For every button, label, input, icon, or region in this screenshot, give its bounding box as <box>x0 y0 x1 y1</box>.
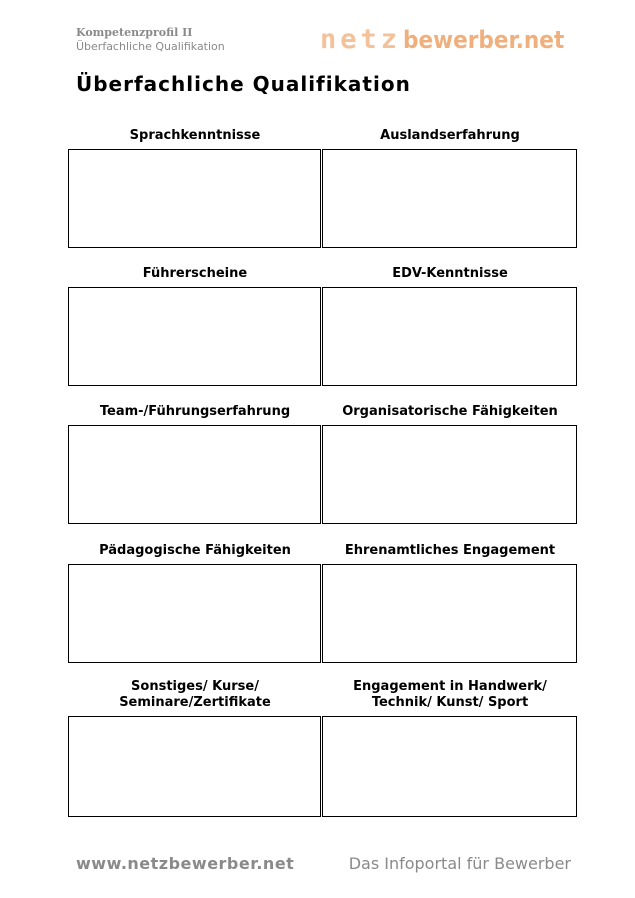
label-sonstiges-line2: Seminare/Zertifikate <box>119 695 271 710</box>
input-box-sonstiges-kurse[interactable] <box>68 716 321 817</box>
label-organisatorische-faehigkeiten: Organisatorische Fähigkeiten <box>342 404 558 419</box>
label-sonstiges-kurse <box>68 679 322 711</box>
input-box-paedagogische-faehigkeiten[interactable] <box>68 564 321 663</box>
input-box-engagement-handwerk[interactable] <box>322 716 577 817</box>
label-edv-kenntnisse: EDV-Kenntnisse <box>392 266 508 281</box>
label-team-fuehrungserfahrung: Team-/Führungserfahrung <box>99 404 291 419</box>
input-box-team-fuehrungserfahrung[interactable] <box>68 425 321 524</box>
input-box-sprachkenntnisse[interactable] <box>68 149 321 248</box>
label-engagement-line1: Engagement in Handwerk/ <box>353 679 547 694</box>
input-box-edv-kenntnisse[interactable] <box>322 287 577 386</box>
input-box-organisatorische-faehigkeiten[interactable] <box>322 425 577 524</box>
netzbewerber-logo <box>320 24 564 55</box>
label-fuehrerscheine: Führerscheine <box>142 266 248 281</box>
input-box-ehrenamtliches-engagement[interactable] <box>322 564 577 663</box>
logo-part-bewerber: bewerber.net <box>403 26 565 54</box>
footer-tagline: Das Infoportal für Bewerber <box>348 854 571 873</box>
label-engagement-handwerk <box>323 679 577 711</box>
header-subtitle: Überfachliche Qualifikation <box>76 40 225 53</box>
header-title: Kompetenzprofil II <box>76 26 193 39</box>
label-sonstiges-line1: Sonstiges/ Kurse/ <box>131 679 259 694</box>
label-ehrenamtliches-engagement: Ehrenamtliches Engagement <box>344 543 556 558</box>
footer-url: www.netzbewerber.net <box>76 854 295 873</box>
label-engagement-line2: Technik/ Kunst/ Sport <box>371 695 529 710</box>
page-title: Überfachliche Qualifikation <box>76 72 411 96</box>
logo-part-netz: netz <box>320 24 402 55</box>
input-box-fuehrerscheine[interactable] <box>68 287 321 386</box>
label-auslandserfahrung: Auslandserfahrung <box>380 128 520 143</box>
label-sprachkenntnisse: Sprachkenntnisse <box>129 128 261 143</box>
label-paedagogische-faehigkeiten: Pädagogische Fähigkeiten <box>99 543 291 558</box>
input-box-auslandserfahrung[interactable] <box>322 149 577 248</box>
